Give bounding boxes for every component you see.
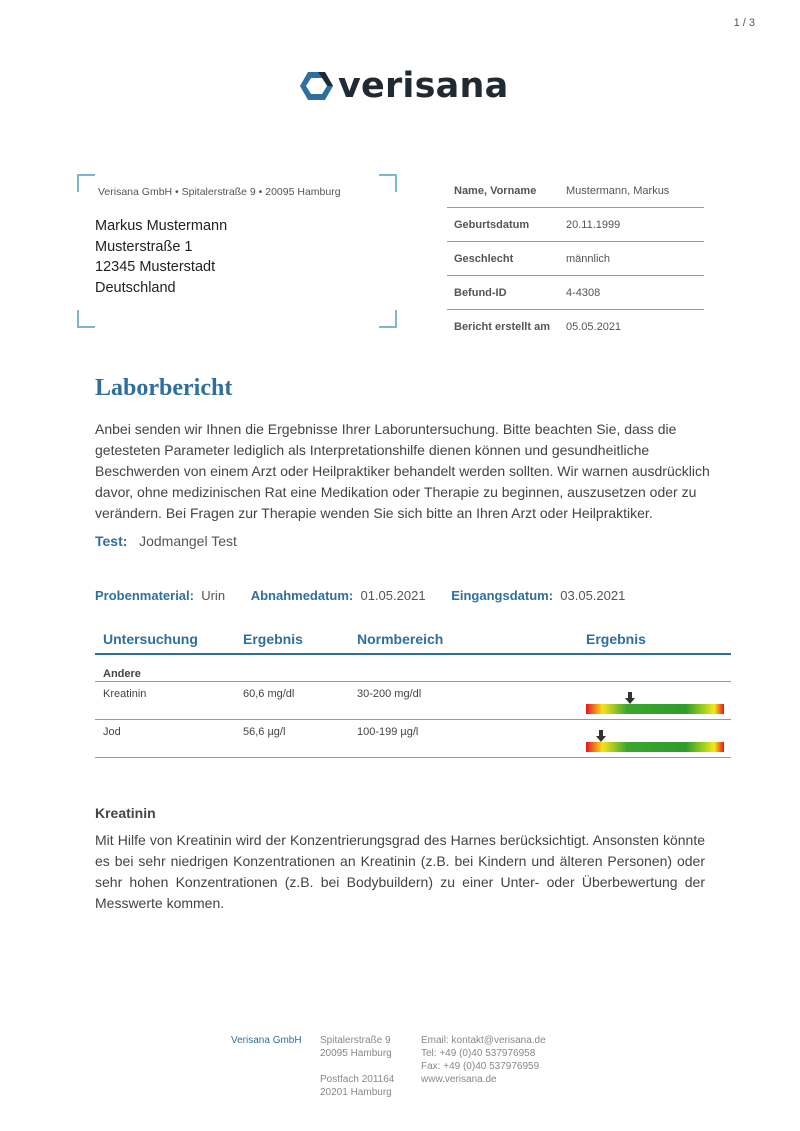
- section-title: Kreatinin: [95, 805, 156, 821]
- collection-date: 01.05.2021: [360, 588, 426, 603]
- info-label: Geschlecht: [454, 252, 514, 265]
- test-name: Jod: [103, 726, 121, 738]
- test-label: Test:: [95, 533, 128, 549]
- result-scale-bar: [586, 704, 724, 714]
- hexagon-logo-icon: [298, 68, 334, 104]
- collection-date-label: Abnahmedatum:: [250, 588, 354, 603]
- patient-info-table: [447, 174, 704, 344]
- test-name: Kreatinin: [103, 688, 147, 700]
- material-label: Probenmaterial:: [95, 588, 194, 603]
- section-text: Mit Hilfe von Kreatinin wird der Konzentrierungsgrad des Harnes berücksichtigt. Ansonsten könnte es bei sehr niedrigen Konzentrationen an Kreatinin (z.B. bei Kindern und älteren Personen) oder sehr hohen Konzentrationen (z.B. bei Bodybuildern) zu einer Unter- oder Überbewertung der Messwerte kommen.: [95, 832, 705, 911]
- info-label: Geburtsdatum: [454, 218, 530, 231]
- table-row: [95, 720, 731, 758]
- page-number: 1 / 3: [733, 17, 755, 29]
- test-range: 30-200 mg/dl: [357, 688, 422, 700]
- info-label: Befund-ID: [454, 286, 507, 299]
- header-test: Untersuchung: [103, 631, 198, 647]
- patient-info-row: [447, 208, 704, 242]
- results-table: [95, 625, 731, 758]
- test-line: [95, 533, 237, 549]
- verisana-logo: [298, 66, 508, 106]
- results-group: [95, 655, 731, 682]
- footer-contact: Email: kontakt@verisana.de Tel: +49 (0)40 537976958 Fax: +49 (0)40 537976959 www.verisana.de: [421, 1035, 546, 1085]
- header-result: Ergebnis: [243, 631, 303, 647]
- patient-info-row: [447, 242, 704, 276]
- recipient-city: 12345 Musterstadt: [95, 259, 216, 276]
- result-marker-icon: [596, 730, 606, 742]
- info-value: männlich: [566, 252, 611, 265]
- info-value: 4-4308: [566, 286, 601, 299]
- result-scale-bar: [586, 742, 724, 752]
- info-value: 05.05.2021: [566, 321, 622, 333]
- received-date: 03.05.2021: [560, 588, 626, 603]
- test-result: 56,6 µg/l: [243, 726, 286, 738]
- group-label: Andere: [103, 668, 141, 680]
- info-label: Name, Vorname: [454, 184, 537, 197]
- recipient-street: Musterstraße 1: [95, 238, 193, 255]
- footer-company: Verisana GmbH: [231, 1035, 302, 1046]
- recipient-name: Markus Mustermann: [95, 218, 228, 234]
- info-value: 20.11.1999: [566, 218, 621, 231]
- received-date-label: Eingangsdatum:: [451, 588, 554, 603]
- patient-info-row: [447, 174, 704, 208]
- intro-paragraph: Anbei senden wir Ihnen die Ergebnisse Ihrer Laboruntersuchung. Bitte beachten Sie, dass die getesteten Parameter lediglich als Interpretationshilfe dienen können und gesundheitliche Beschwerden von einem Arzt oder Heilpraktiker behandelt werden sollten. Wir warnen ausdrücklich davor, ohne medizinischen Rat eine Medikation oder Therapie zu beginnen, auszusetzen oder zu verändern. Bei Fragen zur Therapie wenden Sie sich bitte an Ihren Arzt oder Heilpraktiker.: [95, 421, 710, 521]
- patient-info-row: [447, 310, 704, 344]
- result-marker-icon: [625, 692, 635, 704]
- header-result-scale: Ergebnis: [586, 631, 646, 647]
- results-header: [95, 625, 731, 655]
- info-value: Mustermann, Markus: [566, 184, 670, 197]
- table-row: [95, 682, 731, 720]
- page-title: Laborbericht: [95, 375, 233, 401]
- footer-address: Spitalerstraße 9 20095 Hamburg Postfach 201164 20201 Hamburg: [320, 1035, 395, 1098]
- sample-info: [95, 588, 647, 603]
- patient-info-row: [447, 276, 704, 310]
- address-window: [77, 174, 397, 328]
- logo-text: verisana: [338, 66, 509, 106]
- test-value: Jodmangel Test: [139, 533, 237, 549]
- info-label: Bericht erstellt am: [454, 321, 550, 333]
- recipient-address: [95, 216, 227, 299]
- test-range: 100-199 µg/l: [357, 726, 419, 738]
- recipient-country: Deutschland: [95, 280, 176, 297]
- material-value: Urin: [201, 588, 226, 603]
- sender-line: Verisana GmbH • Spitalerstraße 9 • 20095 Hamburg: [98, 186, 341, 198]
- test-result: 60,6 mg/dl: [243, 688, 295, 700]
- header-range: Normbereich: [357, 631, 444, 647]
